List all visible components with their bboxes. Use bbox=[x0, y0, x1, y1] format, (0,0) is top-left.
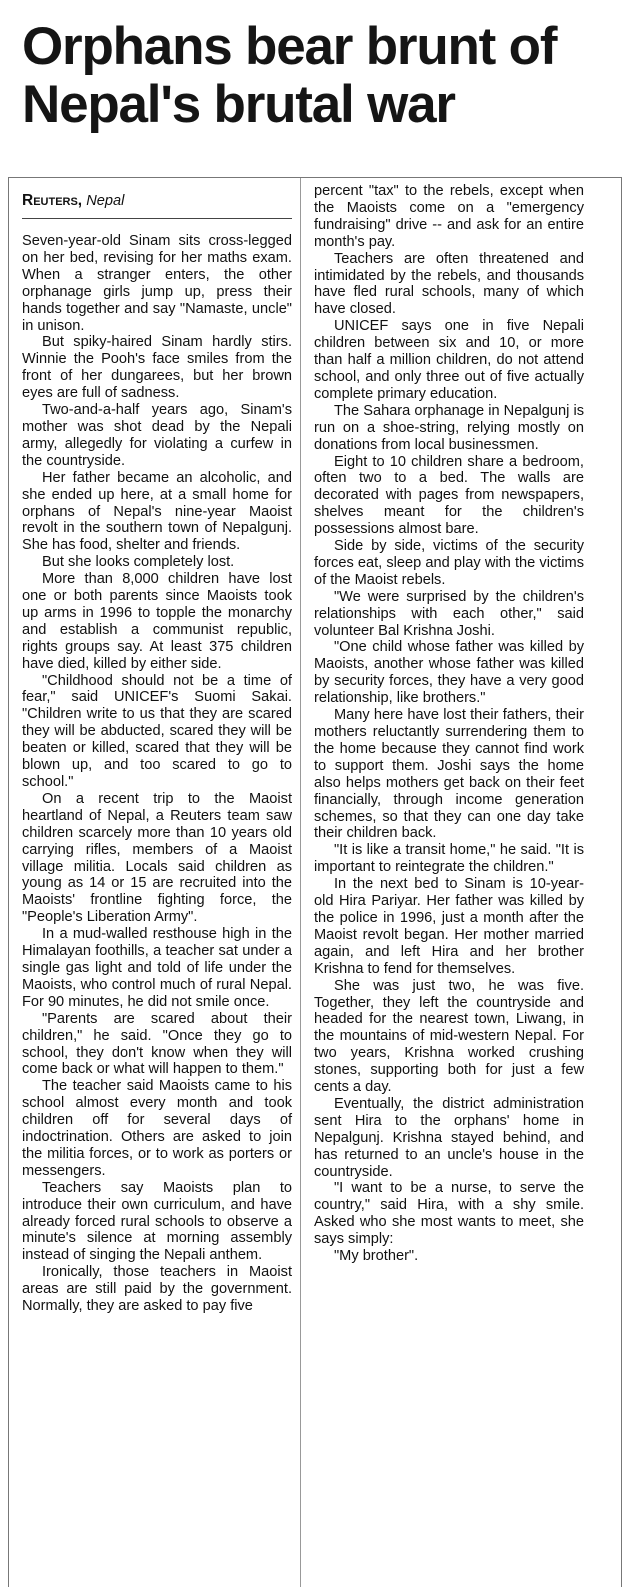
paragraph: But spiky-haired Sinam hardly stirs. Winnie the Pooh's face smiles from the front of her dungarees, but her brown eyes are full of sadness. bbox=[22, 334, 292, 402]
paragraph: Ironically, those teachers in Maoist areas are still paid by the government. Normally, they are asked to pay five bbox=[22, 1264, 292, 1315]
article-column-left bbox=[22, 192, 292, 1315]
headline-rule bbox=[8, 177, 622, 178]
paragraph: Teachers are often threatened and intimidated by the rebels, and thousands have fled rural schools, many of which have closed. bbox=[314, 250, 584, 318]
article-column-right bbox=[314, 183, 584, 1265]
paragraph: Seven-year-old Sinam sits cross-legged on her bed, revising for her maths exam. When a stranger enters, the other orphanage girls jump up, press their hands together and say "Namaste, uncle" in unison. bbox=[22, 233, 292, 334]
byline-agency: Reuters, bbox=[22, 192, 83, 209]
byline-place: Nepal bbox=[86, 193, 125, 209]
frame-left-border bbox=[8, 178, 9, 1587]
paragraph: "My brother". bbox=[334, 1248, 419, 1265]
paragraph: Side by side, victims of the security forces eat, sleep and play with the victims of the Maoist rebels. bbox=[314, 538, 584, 588]
paragraph: She was just two, he was five. Together, they left the countryside and headed for the nearest town, Liwang, in the mountains of mid-western Nepal. For two years, Krishna worked crushing stones, supporting both for just a few cents a day. bbox=[314, 977, 584, 1096]
paragraph: percent "tax" to the rebels, except when the Maoists come on a "emergency fundraising" drive -- and ask for an entire month's pay. bbox=[314, 183, 584, 250]
paragraph: "One child whose father was killed by Maoists, another whose father was killed by security forces, they have a very good relationship, like brothers." bbox=[314, 639, 584, 707]
headline: Orphans bear brunt of Nepal's brutal war bbox=[22, 17, 557, 134]
paragraph: Eventually, the district administration sent Hira to the orphans' home in Nepalgunj. Krishna stayed behind, and has returned to an uncle's house in the countryside. bbox=[314, 1095, 584, 1180]
paragraph: UNICEF says one in five Nepali children between six and 10, or more than half a million children, do not attend school, and only three out of five actually complete primary education. bbox=[314, 318, 584, 402]
paragraph: "We were surprised by the children's relationships with each other," said volunteer Bal Krishna Joshi. bbox=[314, 588, 584, 639]
byline bbox=[22, 192, 292, 210]
paragraph: Her father became an alcoholic, and she ended up here, at a small home for orphans of Nepal's nine-year Maoist revolt in the southern town of Nepalgunj. She has food, shelter and friends. bbox=[22, 469, 292, 554]
paragraph: In a mud-walled resthouse high in the Himalayan foothills, a teacher sat under a single gas light and told of life under the Maoists, who control much of rural Nepal. For 90 minutes, he did not smile once. bbox=[22, 926, 292, 1010]
paragraph: The Sahara orphanage in Nepalgunj is run on a shoe-string, relying mostly on donations from local businessmen. bbox=[314, 402, 584, 453]
byline-rule bbox=[22, 218, 292, 219]
paragraph: But she looks completely lost. bbox=[42, 554, 235, 571]
paragraph: "Childhood should not be a time of fear," said UNICEF's Suomi Sakai. "Children write to us that they are scared they will be abducted, scared they will be beaten or killed, scared that they will be blown up, and too scared to go to school." bbox=[22, 672, 292, 790]
paragraph: "It is like a transit home," he said. "It is important to reintegrate the children." bbox=[314, 842, 584, 876]
paragraph: In the next bed to Sinam is 10-year-old Hira Pariyar. Her father was killed by the police in 1996, just a month after the Maoist revolt began. Her mother married again, and left Hira and her brother Krishna to fend for themselves. bbox=[314, 876, 584, 977]
frame-right-border bbox=[621, 178, 622, 1587]
paragraph: "I want to be a nurse, to serve the country," said Hira, with a shy smile. Asked who she most wants to meet, she says simply: bbox=[314, 1180, 584, 1248]
column-divider bbox=[300, 178, 301, 1587]
paragraph: Many here have lost their fathers, their mothers reluctantly surrendering them to the home because they cannot find work to support them. Joshi says the home also helps mothers get back on their feet financially, through income generation schemes, so that they can one day take their children back. bbox=[314, 707, 584, 842]
paragraph: More than 8,000 children have lost one or both parents since Maoists took up arms in 1996 to topple the monarchy and establish a communist republic, rights groups say. At least 375 children have died, killed by either side. bbox=[22, 571, 292, 672]
paragraph: On a recent trip to the Maoist heartland of Nepal, a Reuters team saw children scarcely more than 10 years old carrying rifles, members of a Maoist village militia. Locals said children as young as 14 or 15 are recruited into the Maoists' frontline fighting force, the "People's Liberation Army". bbox=[22, 790, 292, 926]
paragraph: The teacher said Maoists came to his school almost every month and took children off for several days of indoctrination. Others are asked to join the militia forces, or to work as porters or messengers. bbox=[22, 1078, 292, 1179]
paragraph: "Parents are scared about their children," he said. "Once they go to school, they don't know when they will come back or what will happen to them." bbox=[22, 1010, 292, 1078]
paragraph: Eight to 10 children share a bedroom, often two to a bed. The walls are decorated with pages from newspapers, shelves meant for the children's possessions almost bare. bbox=[314, 453, 584, 538]
paragraph: Two-and-a-half years ago, Sinam's mother was shot dead by the Nepali army, allegedly for violating a curfew in the countryside. bbox=[22, 402, 292, 469]
paragraph: Teachers say Maoists plan to introduce their own curriculum, and have already forced rural schools to observe a minute's silence at morning assembly instead of singing the Nepali anthem. bbox=[22, 1179, 292, 1264]
